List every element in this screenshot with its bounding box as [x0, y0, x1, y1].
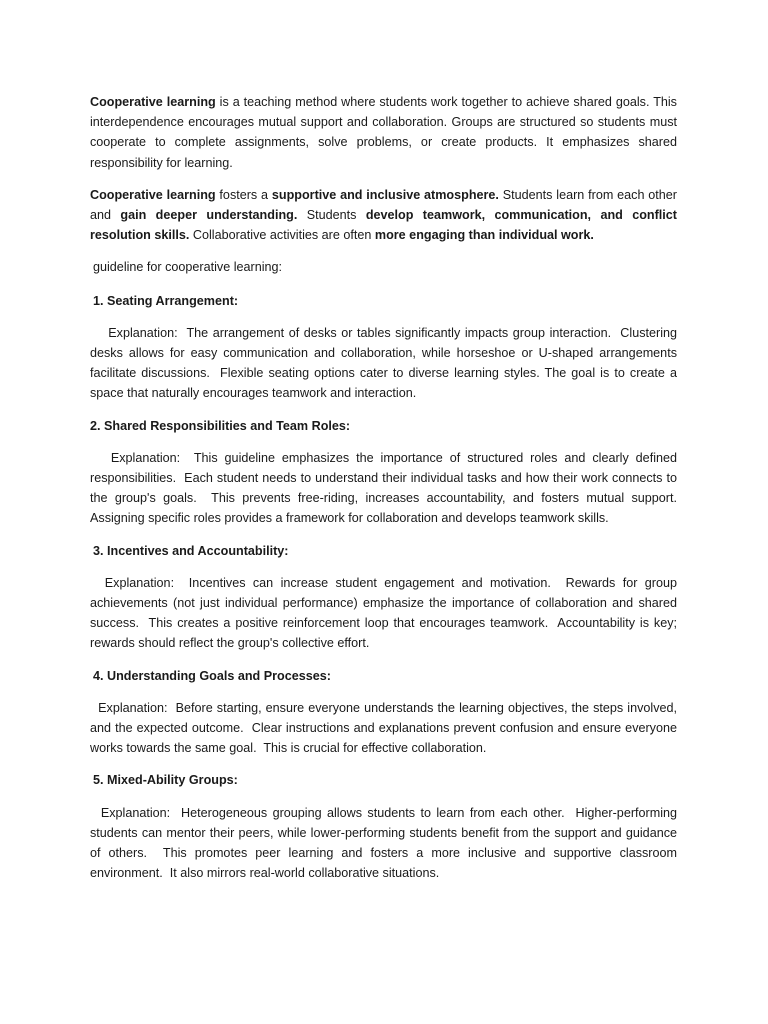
section-4-heading: 4. Understanding Goals and Processes: — [93, 668, 331, 683]
emphasis-teamwork-skills: develop teamwork, communication, and conflict resolution skills. — [90, 208, 677, 243]
emphasis-deeper-understanding: gain deeper understanding. — [120, 208, 298, 223]
emphasis-more-engaging: more engaging than individual work. — [374, 228, 594, 243]
section-2-explanation: Explanation: This guideline emphasizes the importance of structured roles and clearly defined responsibilities. Each student needs to understand their individual tasks and how their work connects to the group's goals. This prevents free-riding, increases accountability, and fosters mutual support. Assigning specific roles provides a framework for collaboration and develops teamwork skills. — [90, 450, 684, 526]
section-5-heading: 5. Mixed-Ability Groups: — [93, 773, 238, 788]
section-1-explanation: Explanation: The arrangement of desks or tables significantly impacts group interaction. Clustering desks allows for easy communication and collaboration, while horseshoe or U-shaped arrangements facilitate discussions. Flexible seating options cater to diverse learning styles. The goal is to create a space that naturally encourages teamwork and interaction. — [90, 325, 681, 401]
section-5-explanation: Explanation: Heterogeneous grouping allows students to learn from each other. Higher-performing students can mentor their peers, while lower-performing students benefit from the support and guidance of others. This promotes peer learning and fosters a more inclusive and supportive classroom environment. It also mirrors real-world collaborative situations. — [90, 805, 681, 881]
section-4-explanation: Explanation: Before starting, ensure everyone understands the learning objectives, the steps involved, and the expected outcome. Clear instructions and explanations prevent confusion and ensure everyone works towards the same goal. This is crucial for effective collaboration. — [90, 700, 681, 756]
section-3-heading: 3. Incentives and Accountability: — [93, 543, 289, 558]
intro-paragraph-2 — [90, 185, 677, 246]
guideline-intro: guideline for cooperative learning: — [93, 260, 283, 275]
intro-paragraph-2-text-c: Students — [297, 208, 366, 223]
intro-paragraph-1 — [90, 92, 677, 173]
section-1-heading: 1. Seating Arrangement: — [93, 293, 239, 308]
emphasis-supportive-atmosphere: supportive and inclusive atmosphere. — [271, 187, 499, 202]
term-cooperative-learning-2: Cooperative learning — [90, 187, 216, 202]
intro-paragraph-1-text: is a teaching method where students work together to achieve shared goals. This interdependence encourages mutual support and collaboration. Groups are structured so students must cooperate to complete assignments, solve problems, or create products. It emphasizes shared responsibility for learning. — [90, 95, 677, 170]
section-3-explanation: Explanation: Incentives can increase student engagement and motivation. Rewards for group achievements (not just individual performance) emphasize the importance of collaboration and shared success. This creates a positive reinforcement loop that encourages teamwork. Accountability is key; rewards should reflect the group's collective effort. — [90, 575, 681, 651]
section-2-heading: 2. Shared Responsibilities and Team Roles: — [90, 418, 351, 433]
intro-paragraph-2-text-d: Collaborative activities are often — [189, 228, 375, 243]
term-cooperative-learning: Cooperative learning — [90, 95, 216, 109]
intro-paragraph-2-text-b: Students learn from each other and — [90, 187, 677, 223]
intro-paragraph-2-text-a: fosters a — [215, 187, 272, 202]
